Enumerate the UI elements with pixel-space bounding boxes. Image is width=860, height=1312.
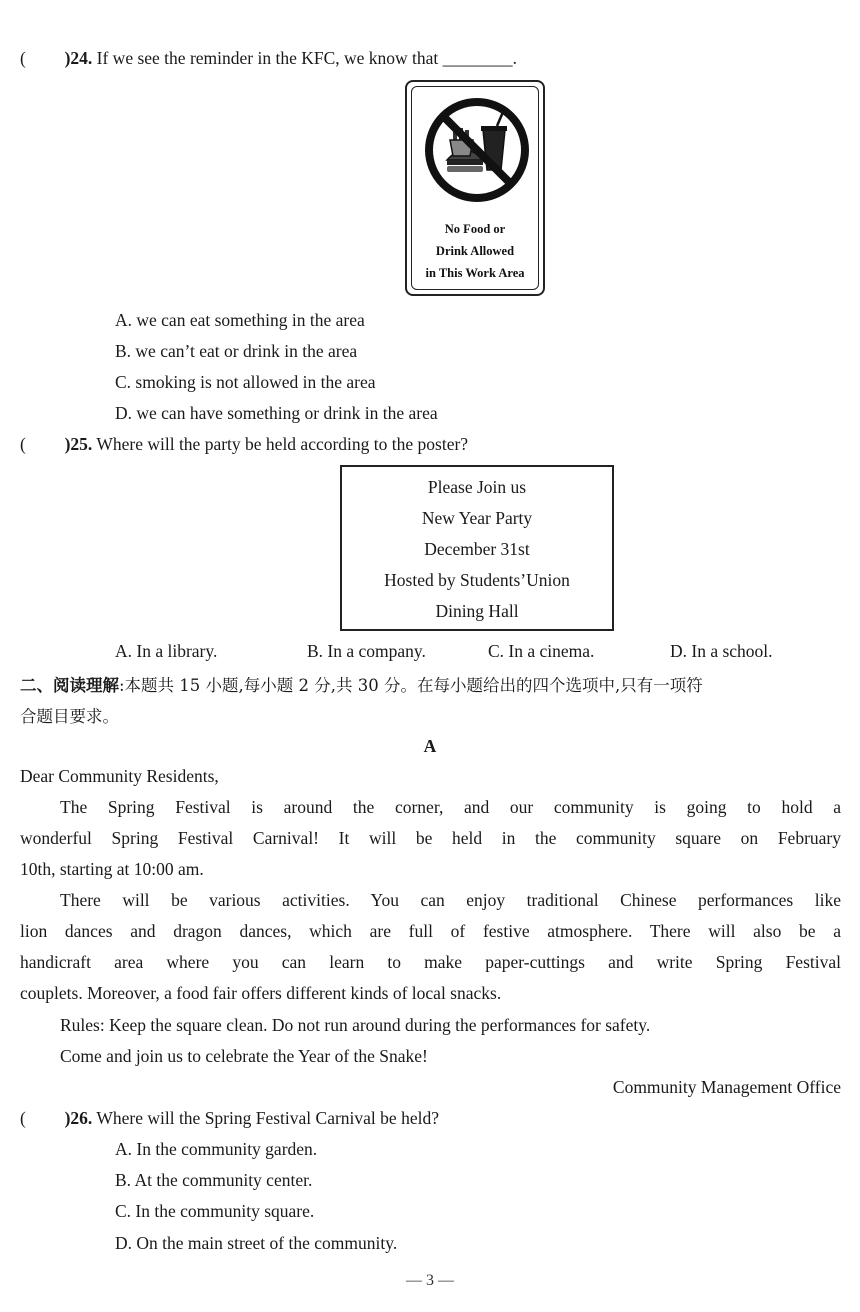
option-d[interactable]: D. On the main street of the community. <box>115 1233 398 1253</box>
poster-line: Please Join us <box>427 477 527 497</box>
option-a[interactable]: A. In a library. <box>115 641 218 661</box>
poster-line: New Year Party <box>421 508 533 528</box>
question-stem: Where will the party be held according to the poster? <box>96 434 469 454</box>
sign-text-line: No Food or <box>444 222 506 236</box>
option-a[interactable]: A. we can eat something in the area <box>115 310 365 330</box>
question-25-row <box>20 434 468 455</box>
paragraph-1 <box>20 797 841 890</box>
section-heading: 二、阅读理解 <box>20 676 119 695</box>
answer-paren-open: ( <box>20 48 26 68</box>
option-d[interactable]: D. we can have something or drink in the area <box>115 403 438 423</box>
text-line: There will be various activities. You can enjoy traditional Chinese performances like <box>60 890 841 910</box>
option-d[interactable]: D. In a school. <box>670 641 773 661</box>
salutation: Dear Community Residents, <box>20 766 219 786</box>
option-b[interactable]: B. At the community center. <box>115 1170 313 1190</box>
signature: Community Management Office <box>612 1077 841 1097</box>
question-24-row <box>20 48 517 69</box>
poster-line: Hosted by Students’Union <box>384 570 570 590</box>
question-number: )26. <box>64 1108 93 1128</box>
question-26-row <box>20 1108 439 1129</box>
question-number: )24. <box>64 48 93 68</box>
passage-label: A <box>423 736 437 756</box>
poster-line: December 31st <box>424 539 530 559</box>
sign-text-line: in This Work Area <box>425 266 525 280</box>
paragraph-2 <box>20 890 841 1014</box>
sign-text-line: Drink Allowed <box>435 244 515 258</box>
page-number: — 3 — <box>406 1272 454 1289</box>
text-line: The Spring Festival is around the corner, and our community is going to hold a <box>60 797 841 817</box>
option-c[interactable]: C. In a cinema. <box>488 641 595 661</box>
text-line: handicraft area where you can learn to make paper-cuttings and write Spring Festival <box>20 952 841 972</box>
text-line: 10th, starting at 10:00 am. <box>20 859 204 879</box>
text-line: couplets. Moreover, a food fair offers different kinds of local snacks. <box>20 983 502 1003</box>
option-c[interactable]: C. In the community square. <box>115 1201 315 1221</box>
option-a[interactable]: A. In the community garden. <box>115 1139 318 1159</box>
section-instruction <box>20 672 703 696</box>
question-stem: If we see the reminder in the KFC, we know that ________. <box>96 48 518 68</box>
no-food-drink-icon <box>417 90 537 210</box>
poster-line: Dining Hall <box>435 601 519 621</box>
text-line: lion dances and dragon dances, which are full of festive atmosphere. There will also be a <box>20 921 841 941</box>
option-c[interactable]: C. smoking is not allowed in the area <box>115 372 376 392</box>
party-poster <box>340 465 614 631</box>
instruction-text: :本题共 15 小题,每小题 2 分,共 30 分。在每小题给出的四个选项中,只有一项符 <box>119 676 703 695</box>
rules-text: Rules: Keep the square clean. Do not run around during the performances for safety. <box>60 1015 651 1035</box>
no-food-sign <box>405 80 545 296</box>
question-number: )25. <box>64 434 93 454</box>
question-stem: Where will the Spring Festival Carnival be held? <box>96 1108 439 1128</box>
option-b[interactable]: B. In a company. <box>307 641 426 661</box>
option-b[interactable]: B. we can’t eat or drink in the area <box>115 341 358 361</box>
instruction-text-cont: 合题目要求。 <box>20 707 119 726</box>
answer-paren-open: ( <box>20 1108 26 1128</box>
answer-paren-open: ( <box>20 434 26 454</box>
closing-text: Come and join us to celebrate the Year of the Snake! <box>60 1046 428 1066</box>
text-line: wonderful Spring Festival Carnival! It will be held in the community square on February <box>20 828 841 848</box>
